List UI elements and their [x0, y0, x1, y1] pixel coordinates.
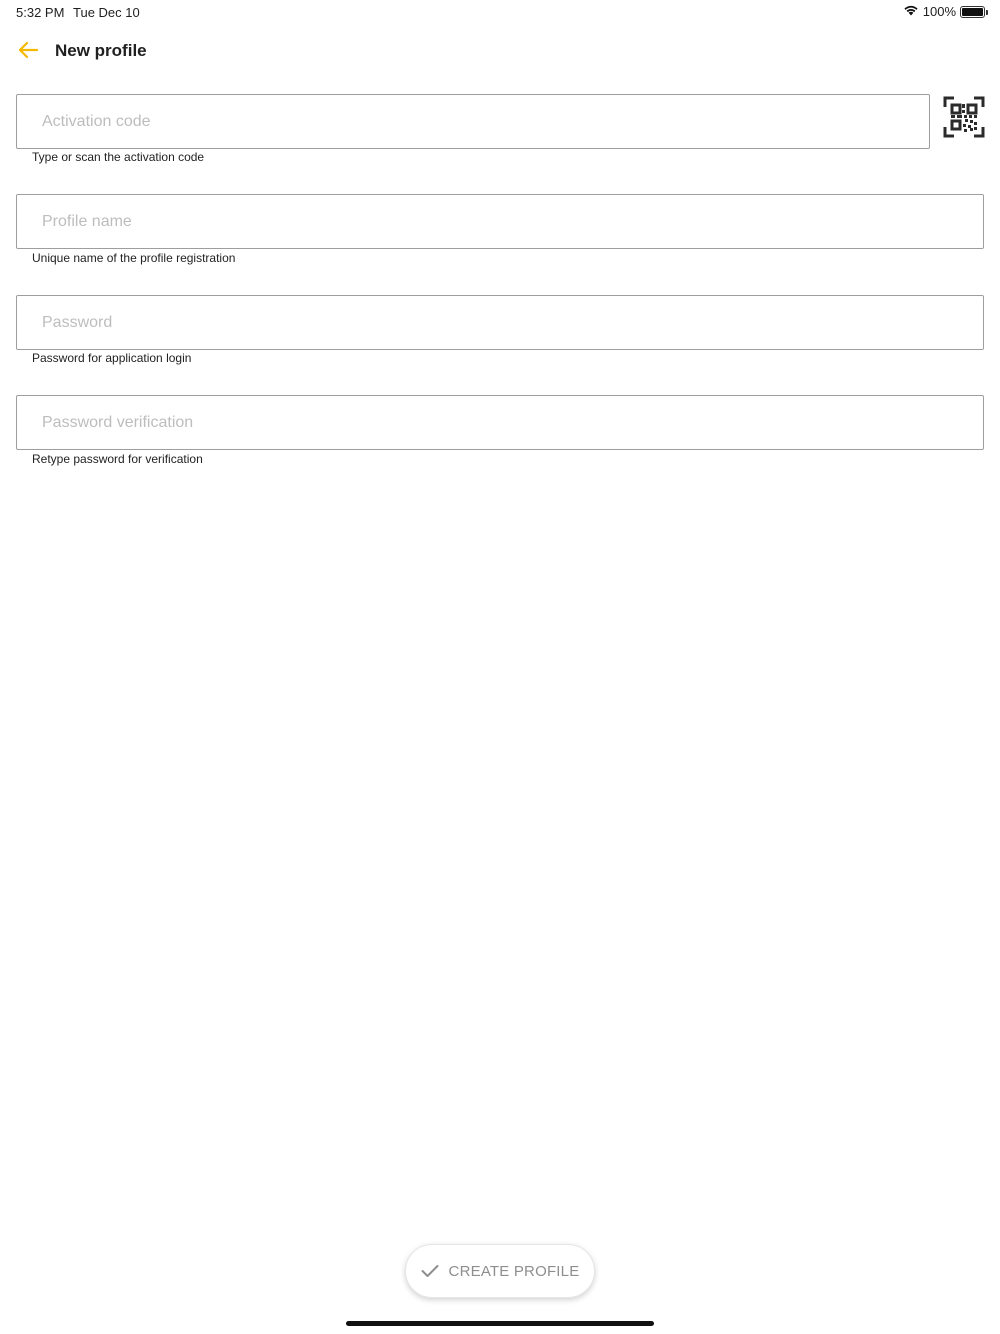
page-title: New profile [55, 41, 147, 60]
activation-code-helper: Type or scan the activation code [32, 150, 205, 164]
profile-name-field-container [16, 194, 984, 249]
battery-percentage: 100% [922, 4, 956, 19]
activation-code-input[interactable] [17, 95, 929, 148]
profile-name-input[interactable] [17, 195, 983, 248]
arrow-left-icon [17, 41, 39, 59]
password-helper: Password for application login [32, 351, 192, 365]
activation-code-field-container [16, 94, 930, 149]
password-verification-helper: Retype password for verification [32, 452, 203, 466]
status-bar [0, 0, 1000, 24]
home-indicator [346, 1321, 654, 1326]
status-time: 5:32 PM [16, 5, 65, 20]
create-profile-button[interactable] [405, 1244, 595, 1298]
password-verification-field-container [16, 395, 984, 450]
wifi-icon [903, 4, 919, 19]
battery-icon [960, 6, 985, 18]
status-indicators [903, 4, 985, 19]
qr-code-icon [943, 96, 985, 138]
scan-qr-button[interactable] [942, 95, 986, 139]
status-date: Tue Dec 10 [73, 5, 140, 20]
battery-fill [962, 8, 983, 16]
password-input[interactable] [17, 296, 983, 349]
check-icon [421, 1264, 439, 1278]
password-verification-input[interactable] [17, 396, 983, 449]
profile-name-helper: Unique name of the profile registration [32, 251, 236, 265]
password-field-container [16, 295, 984, 350]
back-button[interactable] [14, 37, 42, 63]
create-profile-label: CREATE PROFILE [448, 1262, 580, 1280]
